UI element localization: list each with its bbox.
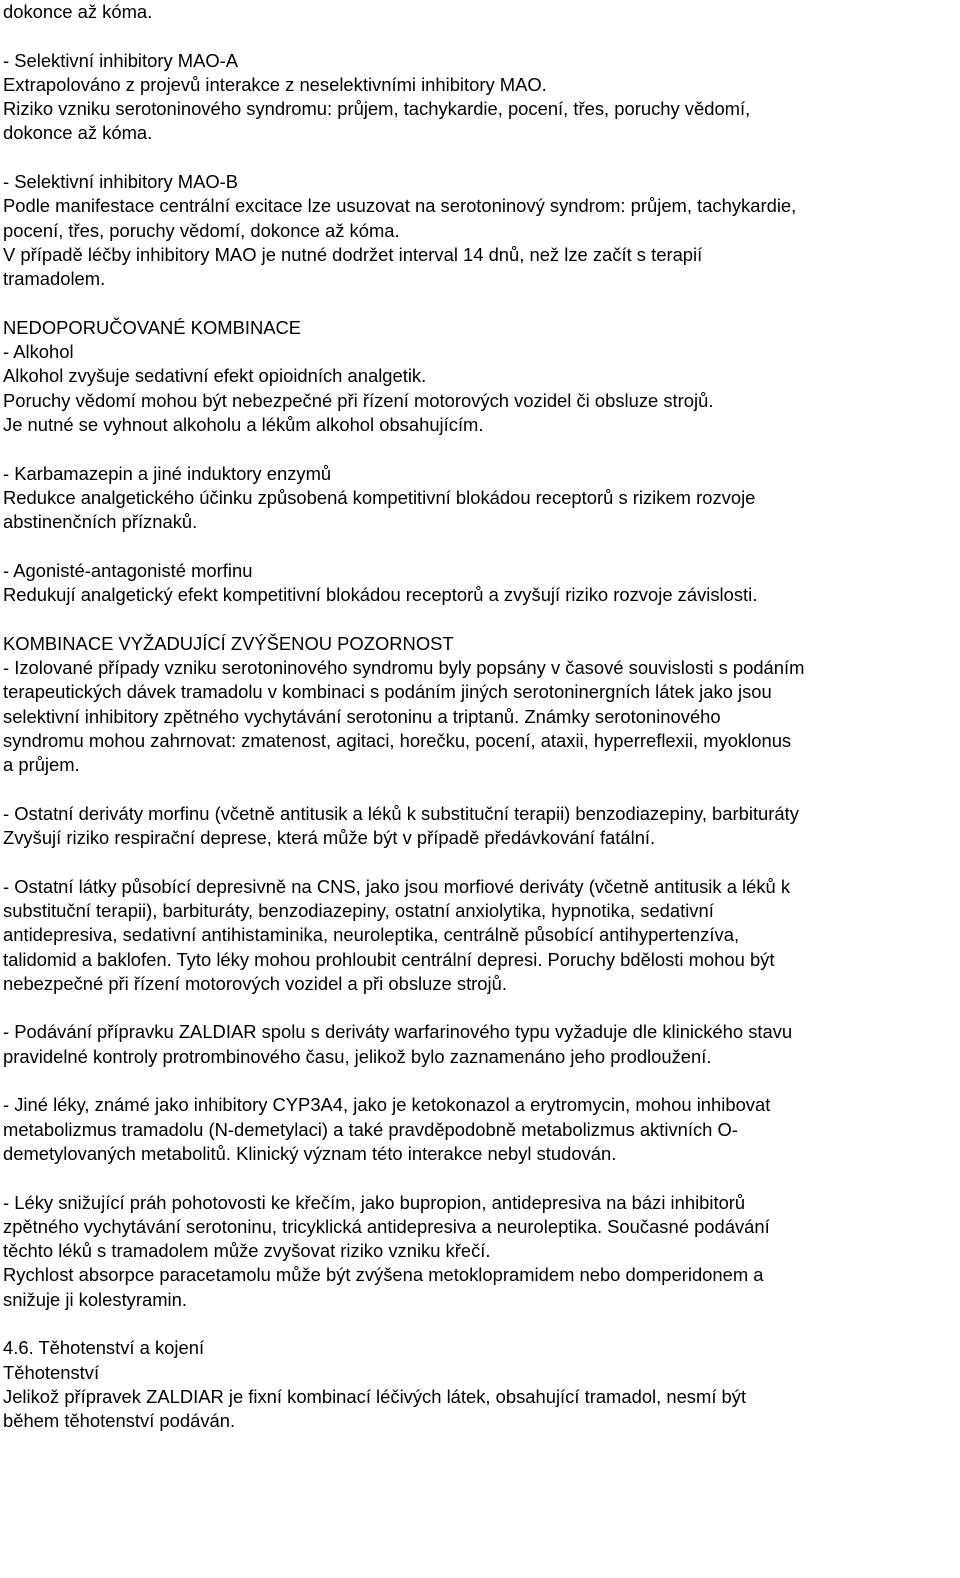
- paragraph-gap: [3, 1069, 953, 1093]
- text-line: antidepresiva, sedativní antihistaminika, neuroleptika, centrálně působící antihypertenzíva,: [3, 924, 740, 946]
- text-line: Je nutné se vyhnout alkoholu a lékům alkohol obsahujícím.: [3, 414, 484, 436]
- text-line: KOMBINACE VYŽADUJÍCÍ ZVÝŠENOU POZORNOST: [3, 632, 454, 654]
- paragraph-gap: [3, 146, 953, 170]
- text-line: metabolizmus tramadolu (N-demetylaci) a také pravděpodobně metabolizmus aktivních O-: [3, 1118, 738, 1140]
- text-line: zpětného vychytávání serotoninu, tricyklická antidepresiva a neuroleptika. Současné podávání: [3, 1215, 770, 1237]
- paragraph-gap: [3, 535, 953, 559]
- text-line: - Selektivní inhibitory MAO-B: [3, 171, 239, 193]
- text-line: dokonce až kóma.: [3, 122, 153, 144]
- text-line: - Karbamazepin a jiné induktory enzymů: [3, 462, 332, 484]
- text-line: během těhotenství podáván.: [3, 1410, 236, 1432]
- text-line: tramadolem.: [3, 268, 106, 290]
- paragraph-gap: [3, 437, 953, 461]
- text-line: pocení, třes, poruchy vědomí, dokonce až kóma.: [3, 219, 400, 241]
- text-line: terapeutických dávek tramadolu v kombinaci s podáním jiných serotoninergních látek jako jsou: [3, 681, 772, 703]
- text-line: Zvyšují riziko respirační deprese, která může být v případě předávkování fatální.: [3, 827, 656, 849]
- paragraph-gap: [3, 778, 953, 802]
- text-line: snižuje ji kolestyramin.: [3, 1288, 187, 1310]
- text-line: a průjem.: [3, 754, 80, 776]
- text-line: NEDOPORUČOVANÉ KOMBINACE: [3, 316, 302, 338]
- text-line: Jelikož přípravek ZALDIAR je fixní kombinací léčivých látek, obsahující tramadol, nesmí být: [3, 1385, 747, 1407]
- text-line: nebezpečné při řízení motorových vozidel a při obsluze strojů.: [3, 972, 507, 994]
- text-line: demetylovaných metabolitů. Klinický význam této interakce nebyl studován.: [3, 1142, 617, 1164]
- text-line: - Podávání přípravku ZALDIAR spolu s deriváty warfarinového typu vyžaduje dle klinického stavu: [3, 1021, 793, 1043]
- text-line: Riziko vzniku serotoninového syndromu: průjem, tachykardie, pocení, třes, poruchy vědomí,: [3, 98, 751, 120]
- text-line: - Ostatní deriváty morfinu (včetně antitusik a léků k substituční terapii) benzodiazepiny, barbituráty: [3, 802, 799, 824]
- text-line: Redukce analgetického účinku způsobená kompetitivní blokádou receptorů s rizikem rozvoje: [3, 486, 756, 508]
- text-line: Těhotenství: [3, 1361, 100, 1383]
- text-line: - Alkohol: [3, 341, 74, 363]
- text-line: syndromu mohou zahrnovat: zmatenost, agitaci, horečku, pocení, ataxii, hyperreflexii, myoklonus: [3, 729, 792, 751]
- text-line: - Ostatní látky působící depresivně na CNS, jako jsou morfiové deriváty (včetně antitusik a léků k: [3, 875, 791, 897]
- paragraph-gap: [3, 292, 953, 316]
- text-line: pravidelné kontroly protrombinového času, jelikož bylo zaznamenáno jeho prodloužení.: [3, 1045, 712, 1067]
- document-page: [3, 0, 953, 1434]
- paragraph-gap: [3, 850, 953, 874]
- text-line: - Selektivní inhibitory MAO-A: [3, 49, 239, 71]
- text-line: Rychlost absorpce paracetamolu může být zvýšena metoklopramidem nebo domperidonem a: [3, 1264, 764, 1286]
- text-line: substituční terapii), barbituráty, benzodiazepiny, ostatní anxiolytika, hypnotika, sedativní: [3, 899, 714, 921]
- text-line: Podle manifestace centrální excitace lze usuzovat na serotoninový syndrom: průjem, tachykardie,: [3, 195, 797, 217]
- paragraph-gap: [3, 996, 953, 1020]
- text-line: talidomid a baklofen. Tyto léky mohou prohloubit centrální depresi. Poruchy bdělosti mohou být: [3, 948, 775, 970]
- text-line: - Léky snižující práh pohotovosti ke křečím, jako bupropion, antidepresiva na bázi inhibitorů: [3, 1191, 746, 1213]
- text-line: selektivní inhibitory zpětného vychytávání serotoninu a triptanů. Známky serotoninového: [3, 705, 721, 727]
- text-line: - Agonisté-antagonisté morfinu: [3, 559, 253, 581]
- text-line: V případě léčby inhibitory MAO je nutné dodržet interval 14 dnů, než lze začít s terapií: [3, 243, 703, 265]
- paragraph-gap: [3, 1166, 953, 1190]
- text-line: Extrapolováno z projevů interakce z neselektivními inhibitory MAO.: [3, 73, 547, 95]
- text-line: - Jiné léky, známé jako inhibitory CYP3A4, jako je ketokonazol a erytromycin, mohou inhibovat: [3, 1094, 771, 1116]
- text-line: Poruchy vědomí mohou být nebezpečné při řízení motorových vozidel či obsluze strojů.: [3, 389, 714, 411]
- text-line: abstinenčních příznaků.: [3, 511, 198, 533]
- paragraph-gap: [3, 607, 953, 631]
- text-line: dokonce až kóma.: [3, 1, 153, 22]
- paragraph-gap: [3, 24, 953, 48]
- paragraph-gap: [3, 1312, 953, 1336]
- text-line: těchto léků s tramadolem může zvyšovat riziko vzniku křečí.: [3, 1240, 491, 1262]
- text-line: Alkohol zvyšuje sedativní efekt opioidních analgetik.: [3, 365, 427, 387]
- text-line: Redukují analgetický efekt kompetitivní blokádou receptorů a zvyšují riziko rozvoje závislosti.: [3, 584, 758, 606]
- text-line: 4.6. Těhotenství a kojení: [3, 1337, 205, 1359]
- text-line: - Izolované případy vzniku serotoninového syndromu byly popsány v časové souvislosti s podáním: [3, 657, 805, 679]
